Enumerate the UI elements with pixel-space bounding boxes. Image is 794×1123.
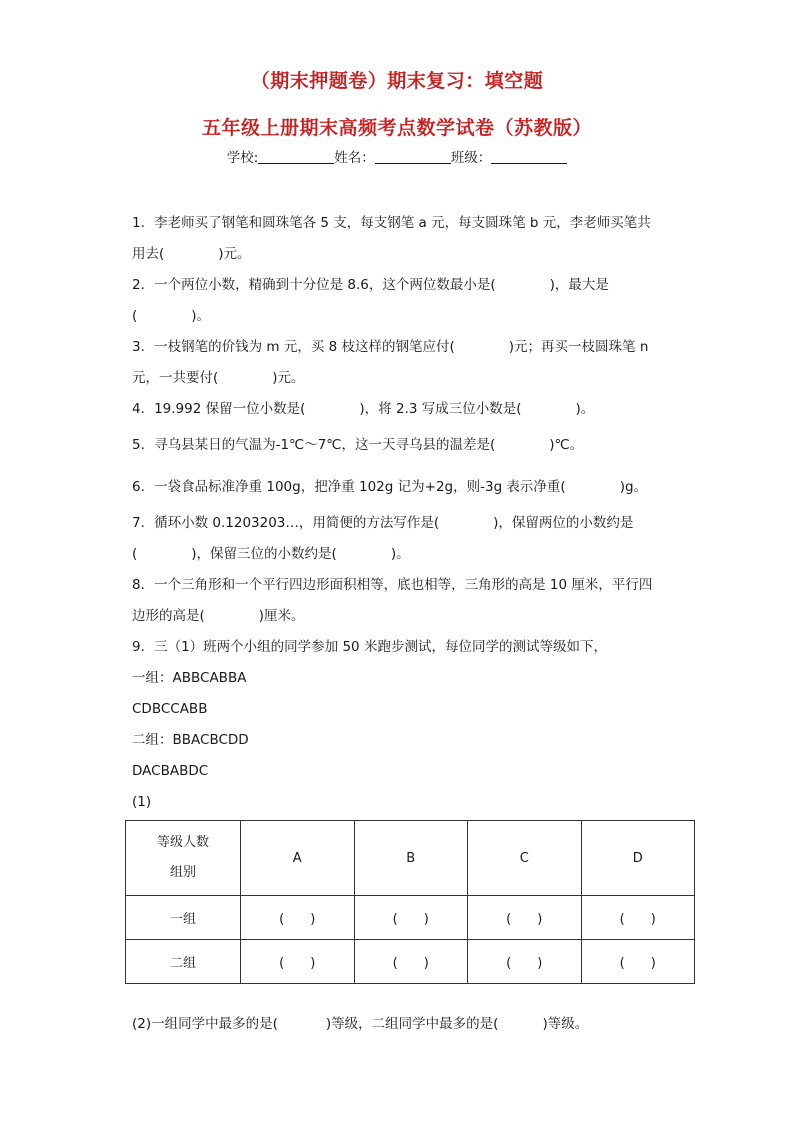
name-label: 姓名： xyxy=(334,150,375,166)
question-1 xyxy=(132,208,672,270)
question-9-part-2-text: (2)一组同学中最多的是( xyxy=(132,1016,278,1032)
question-3 xyxy=(132,332,672,394)
question-2-text: )，最大是 xyxy=(549,277,609,293)
question-6-text: )g。 xyxy=(619,479,648,495)
question-8-line-1: 8．一个三角形和一个平行四边形面积相等，底也相等，三角形的高是 10 厘米，平行四 xyxy=(132,577,653,593)
blank-paren: ( ) xyxy=(392,956,429,971)
question-1-text: )元。 xyxy=(218,246,251,262)
question-9-part-1-label: (1) xyxy=(132,794,152,810)
table-header-row xyxy=(126,821,695,896)
question-9-part-2-text: )等级。 xyxy=(542,1016,589,1032)
table-cell-blank[interactable] xyxy=(468,940,582,984)
blank-paren: ( ) xyxy=(619,912,656,927)
question-4-text: 4．19.992 保留一位小数是( xyxy=(132,401,306,417)
question-9 xyxy=(132,632,672,818)
question-1-text: 用去( xyxy=(132,246,165,262)
question-8 xyxy=(132,570,672,632)
exam-subtitle: 五年级上册期末高频考点数学试卷（苏教版） xyxy=(201,117,592,139)
question-2-line-2 xyxy=(132,301,672,332)
question-4-text: )。 xyxy=(575,401,595,417)
table-cell-blank[interactable] xyxy=(354,940,468,984)
row-label-group-1: 一组 xyxy=(126,896,241,940)
exam-title: （期末押题卷）期末复习：填空题 xyxy=(250,70,544,92)
question-3-text: )元。 xyxy=(272,370,305,386)
question-2-text: ( xyxy=(132,308,138,324)
row-label-group-2: 二组 xyxy=(126,940,241,984)
question-2 xyxy=(132,270,672,332)
question-2-text: 2．一个两位小数，精确到十分位是 8.6，这个两位数最小是( xyxy=(132,277,496,293)
table-cell-blank[interactable] xyxy=(241,940,355,984)
question-9-stem: 9．三（1）班两个小组的同学参加 50 米跑步测试，每位同学的测试等级如下， xyxy=(132,639,607,655)
group-2-grades-a: 二组：BBACBCDD xyxy=(132,732,249,748)
question-4-line xyxy=(132,394,672,425)
group-2-grades-b: DACBABDC xyxy=(132,763,209,779)
school-label: 学校: xyxy=(226,150,259,166)
question-8-text: 边形的高是( xyxy=(132,608,205,624)
school-blank[interactable] xyxy=(258,149,334,164)
class-blank[interactable] xyxy=(491,149,567,164)
class-label: 班级： xyxy=(450,150,492,166)
question-7 xyxy=(132,508,672,570)
table-cell-blank[interactable] xyxy=(354,896,468,940)
question-4 xyxy=(132,394,672,425)
blank-paren: ( ) xyxy=(619,956,656,971)
group-1-grades-b: CDBCCABB xyxy=(132,701,208,717)
question-9-part-2-text: )等级，二组同学中最多的是( xyxy=(325,1016,499,1032)
table-cell-blank[interactable] xyxy=(241,896,355,940)
question-7-text: )。 xyxy=(390,546,410,562)
column-header-b: B xyxy=(354,821,468,896)
question-2-line-1 xyxy=(132,270,672,301)
question-7-text: )，保留三位的小数约是( xyxy=(191,546,337,562)
table-corner-cell xyxy=(126,821,241,896)
question-5 xyxy=(132,430,672,461)
question-1-line-1: 1．李老师买了钢笔和圆珠笔各 5 支，每支钢笔 a 元，每支圆珠笔 b 元，李老师买笔共 xyxy=(132,215,651,231)
blank-paren: ( ) xyxy=(506,912,543,927)
column-header-d: D xyxy=(581,821,695,896)
question-7-line-1 xyxy=(132,508,672,539)
question-5-line xyxy=(132,430,672,461)
corner-label-bottom: 组别 xyxy=(169,865,196,880)
corner-label-top: 等级人数 xyxy=(156,835,209,850)
column-header-c: C xyxy=(468,821,582,896)
question-8-line-2 xyxy=(132,601,672,632)
question-1-line-2 xyxy=(132,239,672,270)
table-cell-blank[interactable] xyxy=(468,896,582,940)
question-3-text: )元；再买一枝圆珠笔 n xyxy=(508,339,649,355)
question-2-text: )。 xyxy=(191,308,211,324)
group-1-grades-a: 一组：ABBCABBA xyxy=(132,670,247,686)
table-cell-blank[interactable] xyxy=(581,940,695,984)
table-row xyxy=(126,940,695,984)
question-4-text: )，将 2.3 写成三位小数是( xyxy=(359,401,522,417)
question-3-line-1 xyxy=(132,332,672,363)
question-9-part-2 xyxy=(132,1012,588,1032)
student-info-line xyxy=(0,146,794,166)
blank-paren: ( ) xyxy=(506,956,543,971)
question-6-text: 6．一袋食品标准净重 100g，把净重 102g 记为+2g，则-3g 表示净重( xyxy=(132,479,566,495)
question-3-text: 3．一枝钢笔的价钱为 m 元，买 8 枝这样的钢笔应付( xyxy=(132,339,455,355)
question-7-text: )，保留两位的小数约是 xyxy=(493,515,634,531)
question-6 xyxy=(132,472,672,503)
table-cell-blank[interactable] xyxy=(581,896,695,940)
blank-paren: ( ) xyxy=(392,912,429,927)
question-3-line-2 xyxy=(132,363,672,394)
question-3-text: 元，一共要付( xyxy=(132,370,219,386)
question-7-text: 7．循环小数 0.1203203…，用简便的方法写作是( xyxy=(132,515,440,531)
question-7-line-2 xyxy=(132,539,672,570)
question-5-text: )℃。 xyxy=(549,437,584,453)
question-8-text: )厘米。 xyxy=(258,608,305,624)
column-header-a: A xyxy=(241,821,355,896)
blank-paren: ( ) xyxy=(279,956,316,971)
table-row xyxy=(126,896,695,940)
blank-paren: ( ) xyxy=(279,912,316,927)
question-7-text: ( xyxy=(132,546,138,562)
question-6-line xyxy=(132,472,672,503)
name-blank[interactable] xyxy=(375,149,451,164)
question-5-text: 5．寻乌县某日的气温为-1℃～7℃，这一天寻乌县的温差是( xyxy=(132,437,496,453)
grade-count-table xyxy=(125,820,695,984)
